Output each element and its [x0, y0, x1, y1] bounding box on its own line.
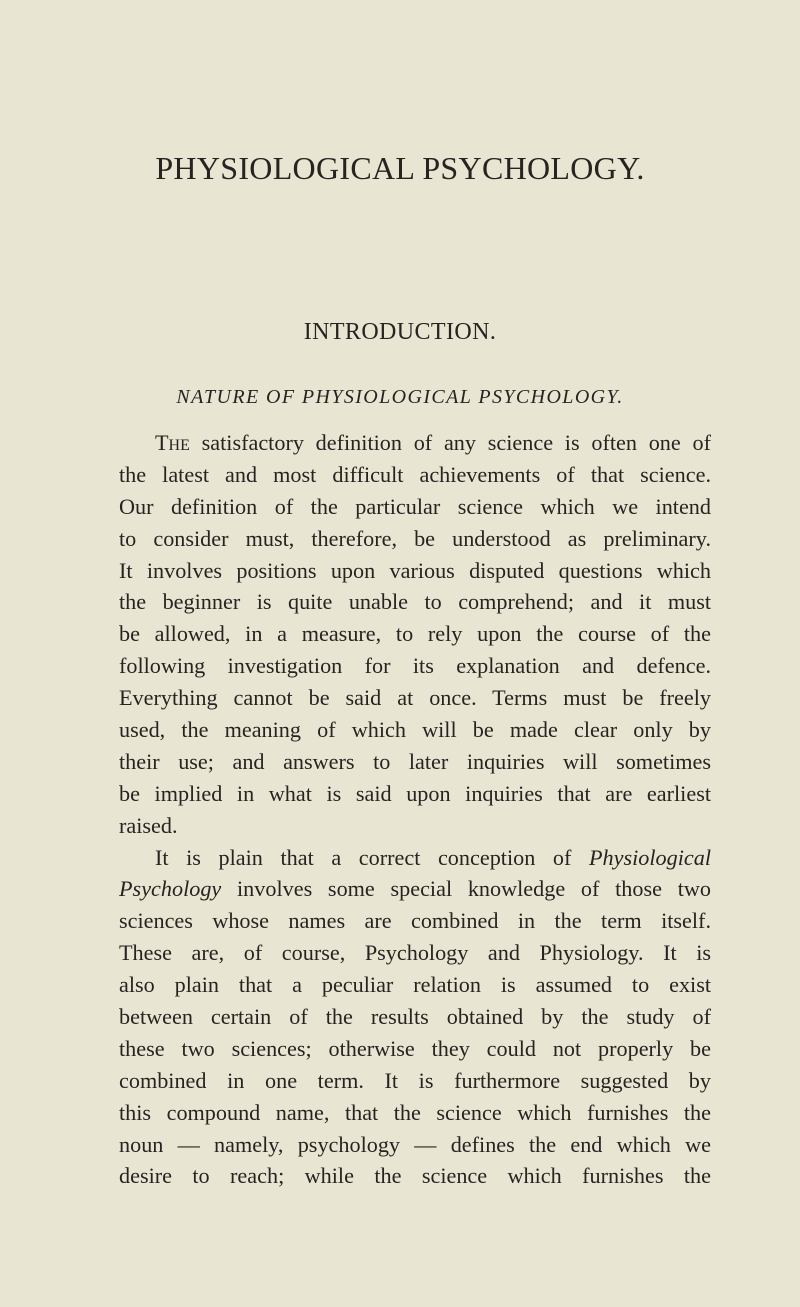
text-line: raised.	[119, 812, 178, 838]
text-line: this compound name, that the science which furnishes the	[119, 1099, 711, 1125]
paragraph-2	[119, 842, 711, 1193]
text-line: desire to reach; while the science which furnishes the	[119, 1163, 711, 1189]
text-fragment: It is plain that a correct conception of	[155, 844, 589, 870]
text-line: used, the meaning of which will be made clear only by	[119, 717, 711, 743]
text-line: It involves positions upon various disputed questions which	[119, 557, 711, 583]
section-title: NATURE OF PHYSIOLOGICAL PSYCHOLOGY.	[176, 386, 624, 408]
text-line: combined in one term. It is furthermore suggested by	[119, 1067, 711, 1093]
text-line: These are, of course, Psychology and Physiology. It is	[119, 940, 711, 966]
text-line: their use; and answers to later inquiries will sometimes	[119, 748, 711, 774]
text-line: sciences whose names are combined in the term itself.	[119, 908, 711, 934]
text-line: Everything cannot be said at once. Terms must be freely	[119, 685, 711, 711]
text-fragment: involves some special knowledge of those two	[221, 876, 711, 902]
text-line: between certain of the results obtained by the study of	[119, 1004, 711, 1030]
book-title: PHYSIOLOGICAL PSYCHOLOGY.	[155, 150, 645, 186]
italic-term: Physiological	[588, 844, 711, 870]
text-line: the beginner is quite unable to comprehend; and it must	[119, 589, 711, 615]
text-line: the latest and most difficult achievements of that science.	[119, 461, 711, 487]
text-line	[119, 873, 711, 905]
opening-word: The	[155, 430, 190, 455]
text-line	[119, 427, 711, 459]
chapter-title: INTRODUCTION.	[303, 319, 497, 345]
text-line: these two sciences; otherwise they could not properly be	[119, 1035, 711, 1061]
body-text	[119, 427, 711, 1192]
text-line: Our definition of the particular science which we intend	[119, 493, 711, 519]
text-line: also plain that a peculiar relation is assumed to exist	[119, 972, 711, 998]
paragraph-1	[119, 427, 711, 842]
text-line: following investigation for its explanation and defence.	[119, 653, 711, 679]
text-line	[119, 842, 711, 874]
text-fragment: satisfactory definition of any science is often one of	[189, 430, 711, 455]
text-line: to consider must, therefore, be understood as preliminary.	[119, 525, 711, 551]
italic-term: Psychology	[119, 876, 222, 902]
text-line: be implied in what is said upon inquiries that are earliest	[119, 780, 711, 806]
text-line: be allowed, in a measure, to rely upon the course of the	[119, 621, 711, 647]
text-line: noun — namely, psychology — defines the end which we	[119, 1131, 711, 1157]
